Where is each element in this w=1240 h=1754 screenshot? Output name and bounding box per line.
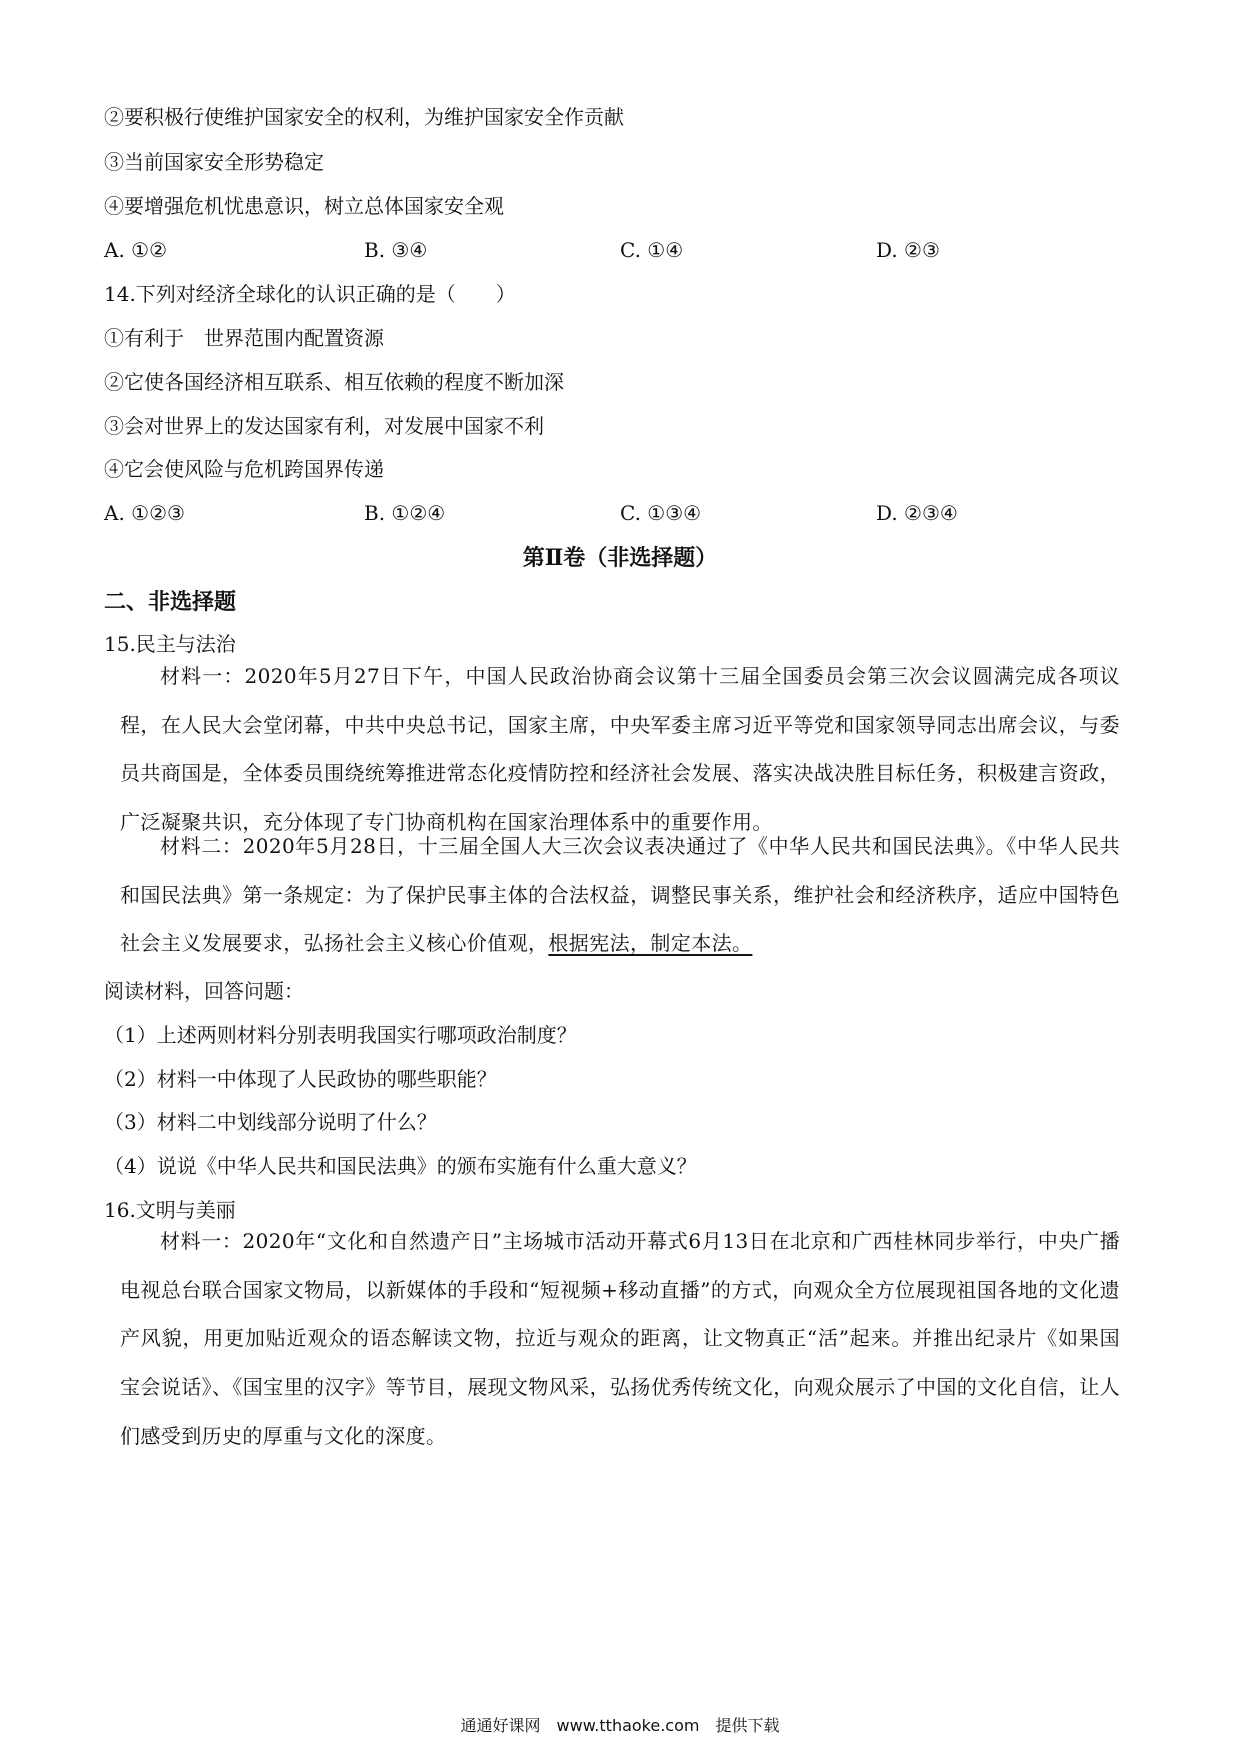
q14-option-b: B. ①②④: [364, 501, 446, 525]
q15-prompt: 阅读材料，回答问题：: [104, 979, 304, 1003]
section-heading: 二、非选择题: [104, 589, 237, 615]
q13-statement-3: ③当前国家安全形势稳定: [104, 150, 324, 174]
q14-statement-3: ③会对世界上的发达国家有利，对发展中国家不利: [104, 414, 544, 438]
q13-option-d: D. ②③: [876, 238, 940, 262]
q14-option-a: A. ①②③: [104, 501, 185, 525]
q16-stem: 16.文明与美丽: [104, 1198, 236, 1222]
q15-material-1: 材料一：2020年5月27日下午，中国人民政治协商会议第十三届全国委员会第三次会议圆满完成各项议程，在人民大会堂闭幕，中共中央总书记，国家主席，中央军委主席习近平等党和国家领导同志出席会议，与委员共商国是，全体委员围绕统筹推进常态化疫情防控和经济社会发展、落实决战决胜目标任务，积极建言资政，广泛凝聚共识，充分体现了专门协商机构在国家治理体系中的重要作用。: [120, 664, 1120, 835]
part-ii-title: 第Ⅱ卷（非选择题）: [522, 545, 718, 571]
q14-option-c: C. ①③④: [620, 501, 702, 525]
q15-material-2: [120, 822, 1120, 968]
q15-material-2-text: 材料二：2020年5月28日，十三届全国人大三次会议表决通过了《中华人民共和国民法典》。《中华人民共和国民法典》第一条规定：为了保护民事主体的合法权益，调整民事关系，维护社会和经济秩序，适应中国特色社会主义发展要求，弘扬社会主义核心价值观，: [120, 834, 1120, 956]
q13-option-a: A. ①②: [104, 238, 168, 262]
q13-option-c: C. ①④: [620, 238, 684, 262]
page-footer: 通通好课网 www.tthaoke.com 提供下载: [460, 1716, 780, 1735]
q14-option-d: D. ②③④: [876, 501, 958, 525]
q14-statement-2: ②它使各国经济相互联系、相互依赖的程度不断加深: [104, 370, 564, 394]
q15-question-1: （1）上述两则材料分别表明我国实行哪项政治制度？: [104, 1023, 577, 1047]
q15-question-2: （2）材料一中体现了人民政协的哪些职能？: [104, 1067, 497, 1091]
q13-statement-2: ②要积极行使维护国家安全的权利，为维护国家安全作贡献: [104, 105, 624, 129]
q13-statement-4: ④要增强危机忧患意识，树立总体国家安全观: [104, 194, 504, 218]
q16-material-1: 材料一：2020年“文化和自然遗产日”主场城市活动开幕式6月13日在北京和广西桂林同步举行，中央广播电视总台联合国家文物局，以新媒体的手段和“短视频+移动直播”的方式，向观众全方位展现祖国各地的文化遗产风貌，用更加贴近观众的语态解读文物，拉近与观众的距离，让文物真正“活”起来。并推出纪录片《如果国宝会说话》、《国宝里的汉字》等节目，展现文物风采，弘扬优秀传统文化，向观众展示了中国的文化自信，让人们感受到历史的厚重与文化的深度。: [120, 1229, 1120, 1448]
q15-question-4: （4）说说《中华人民共和国民法典》的颁布实施有什么重大意义？: [104, 1154, 697, 1178]
q13-option-b: B. ③④: [364, 238, 428, 262]
q14-statement-1: ①有利于 世界范围内配置资源: [104, 326, 384, 350]
q14-stem: 14.下列对经济全球化的认识正确的是（ ）: [104, 282, 516, 306]
q14-statement-4: ④它会使风险与危机跨国界传递: [104, 457, 384, 481]
q15-material-2-underlined: 根据宪法，制定本法。: [548, 931, 753, 956]
q15-question-3: （3）材料二中划线部分说明了什么？: [104, 1110, 437, 1134]
q15-stem: 15.民主与法治: [104, 632, 236, 656]
